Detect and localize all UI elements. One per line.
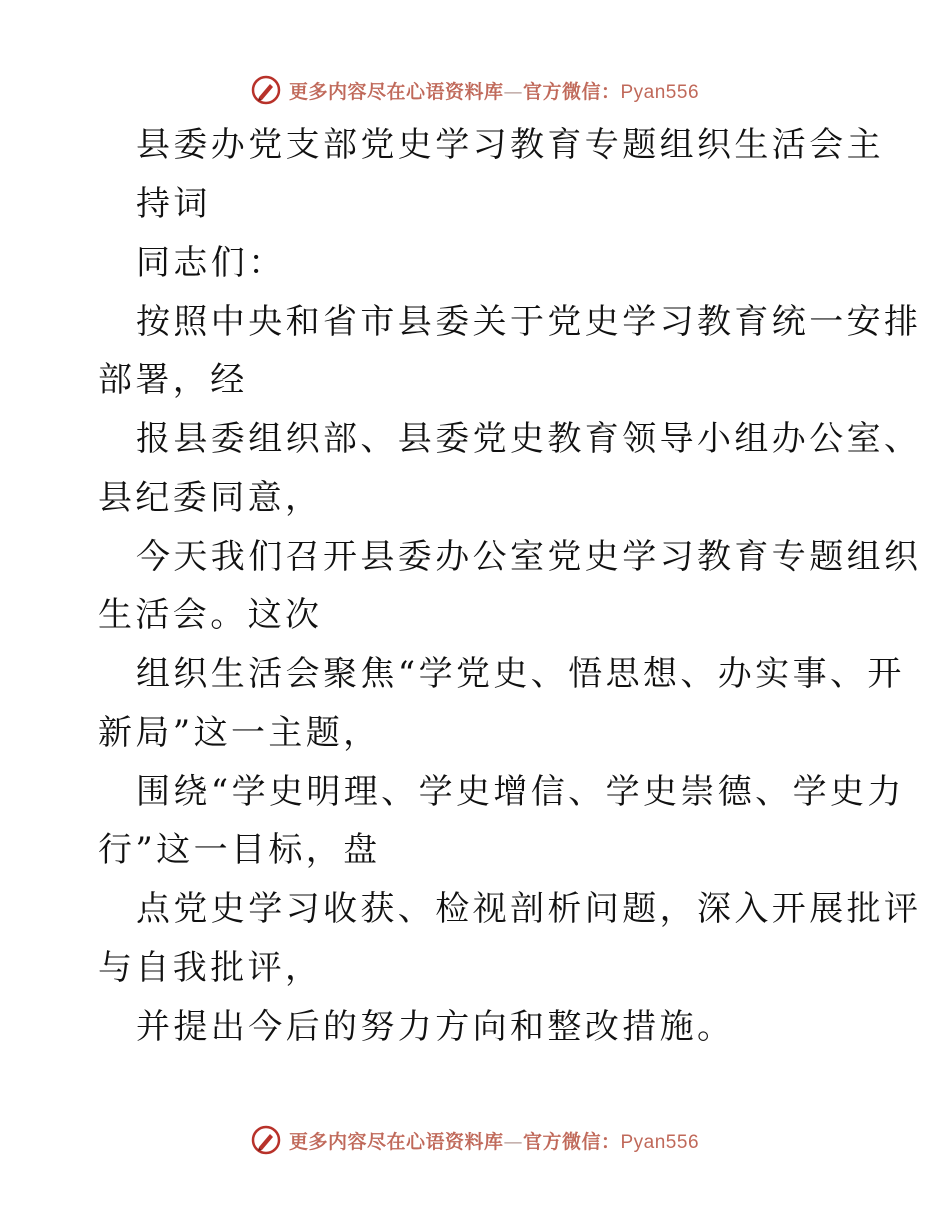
title-line-2: 持词 [136, 184, 211, 224]
footer-wechat-label: 官方微信： [522, 1130, 621, 1153]
text-line: 组织生活会聚焦“学党史、悟思想、办实事、开 [136, 654, 905, 694]
footer-wechat-id: Pyan556 [620, 1131, 700, 1153]
text-line: 部署，经 [98, 360, 248, 400]
footer-site-name: 更多内容尽在心语资料库 [288, 1130, 504, 1153]
footer-banner-text [289, 1127, 699, 1154]
text-line: 今天我们召开县委办公室党史学习教育专题组织 [136, 537, 922, 577]
header-banner [0, 72, 950, 108]
text-line: 县纪委同意， [98, 478, 323, 518]
pen-logo-icon [251, 1125, 281, 1155]
footer-banner [0, 1122, 950, 1158]
salutation: 同志们： [136, 243, 286, 283]
header-site-name: 更多内容尽在心语资料库 [288, 80, 504, 103]
footer-separator: — [503, 1130, 523, 1153]
title-line-1: 县委办党支部党史学习教育专题组织生活会主 [136, 125, 884, 165]
text-line: 按照中央和省市县委关于党史学习教育统一安排 [136, 302, 922, 342]
text-line: 行”这一目标，盘 [98, 830, 381, 870]
text-line: 围绕“学史明理、学史增信、学史崇德、学史力 [136, 772, 905, 812]
text-line: 新局”这一主题， [98, 713, 381, 753]
text-line: 并提出今后的努力方向和整改措施。 [136, 1007, 735, 1047]
text-line: 与自我批评， [98, 948, 323, 988]
header-separator: — [503, 80, 523, 103]
pen-logo-icon [251, 75, 281, 105]
text-line: 生活会。这次 [98, 595, 323, 635]
text-line: 报县委组织部、县委党史教育领导小组办公室、 [136, 419, 922, 459]
header-wechat-id: Pyan556 [620, 81, 700, 103]
header-wechat-label: 官方微信： [522, 80, 621, 103]
text-line: 点党史学习收获、检视剖析问题，深入开展批评 [136, 889, 922, 929]
header-banner-text [289, 77, 699, 104]
